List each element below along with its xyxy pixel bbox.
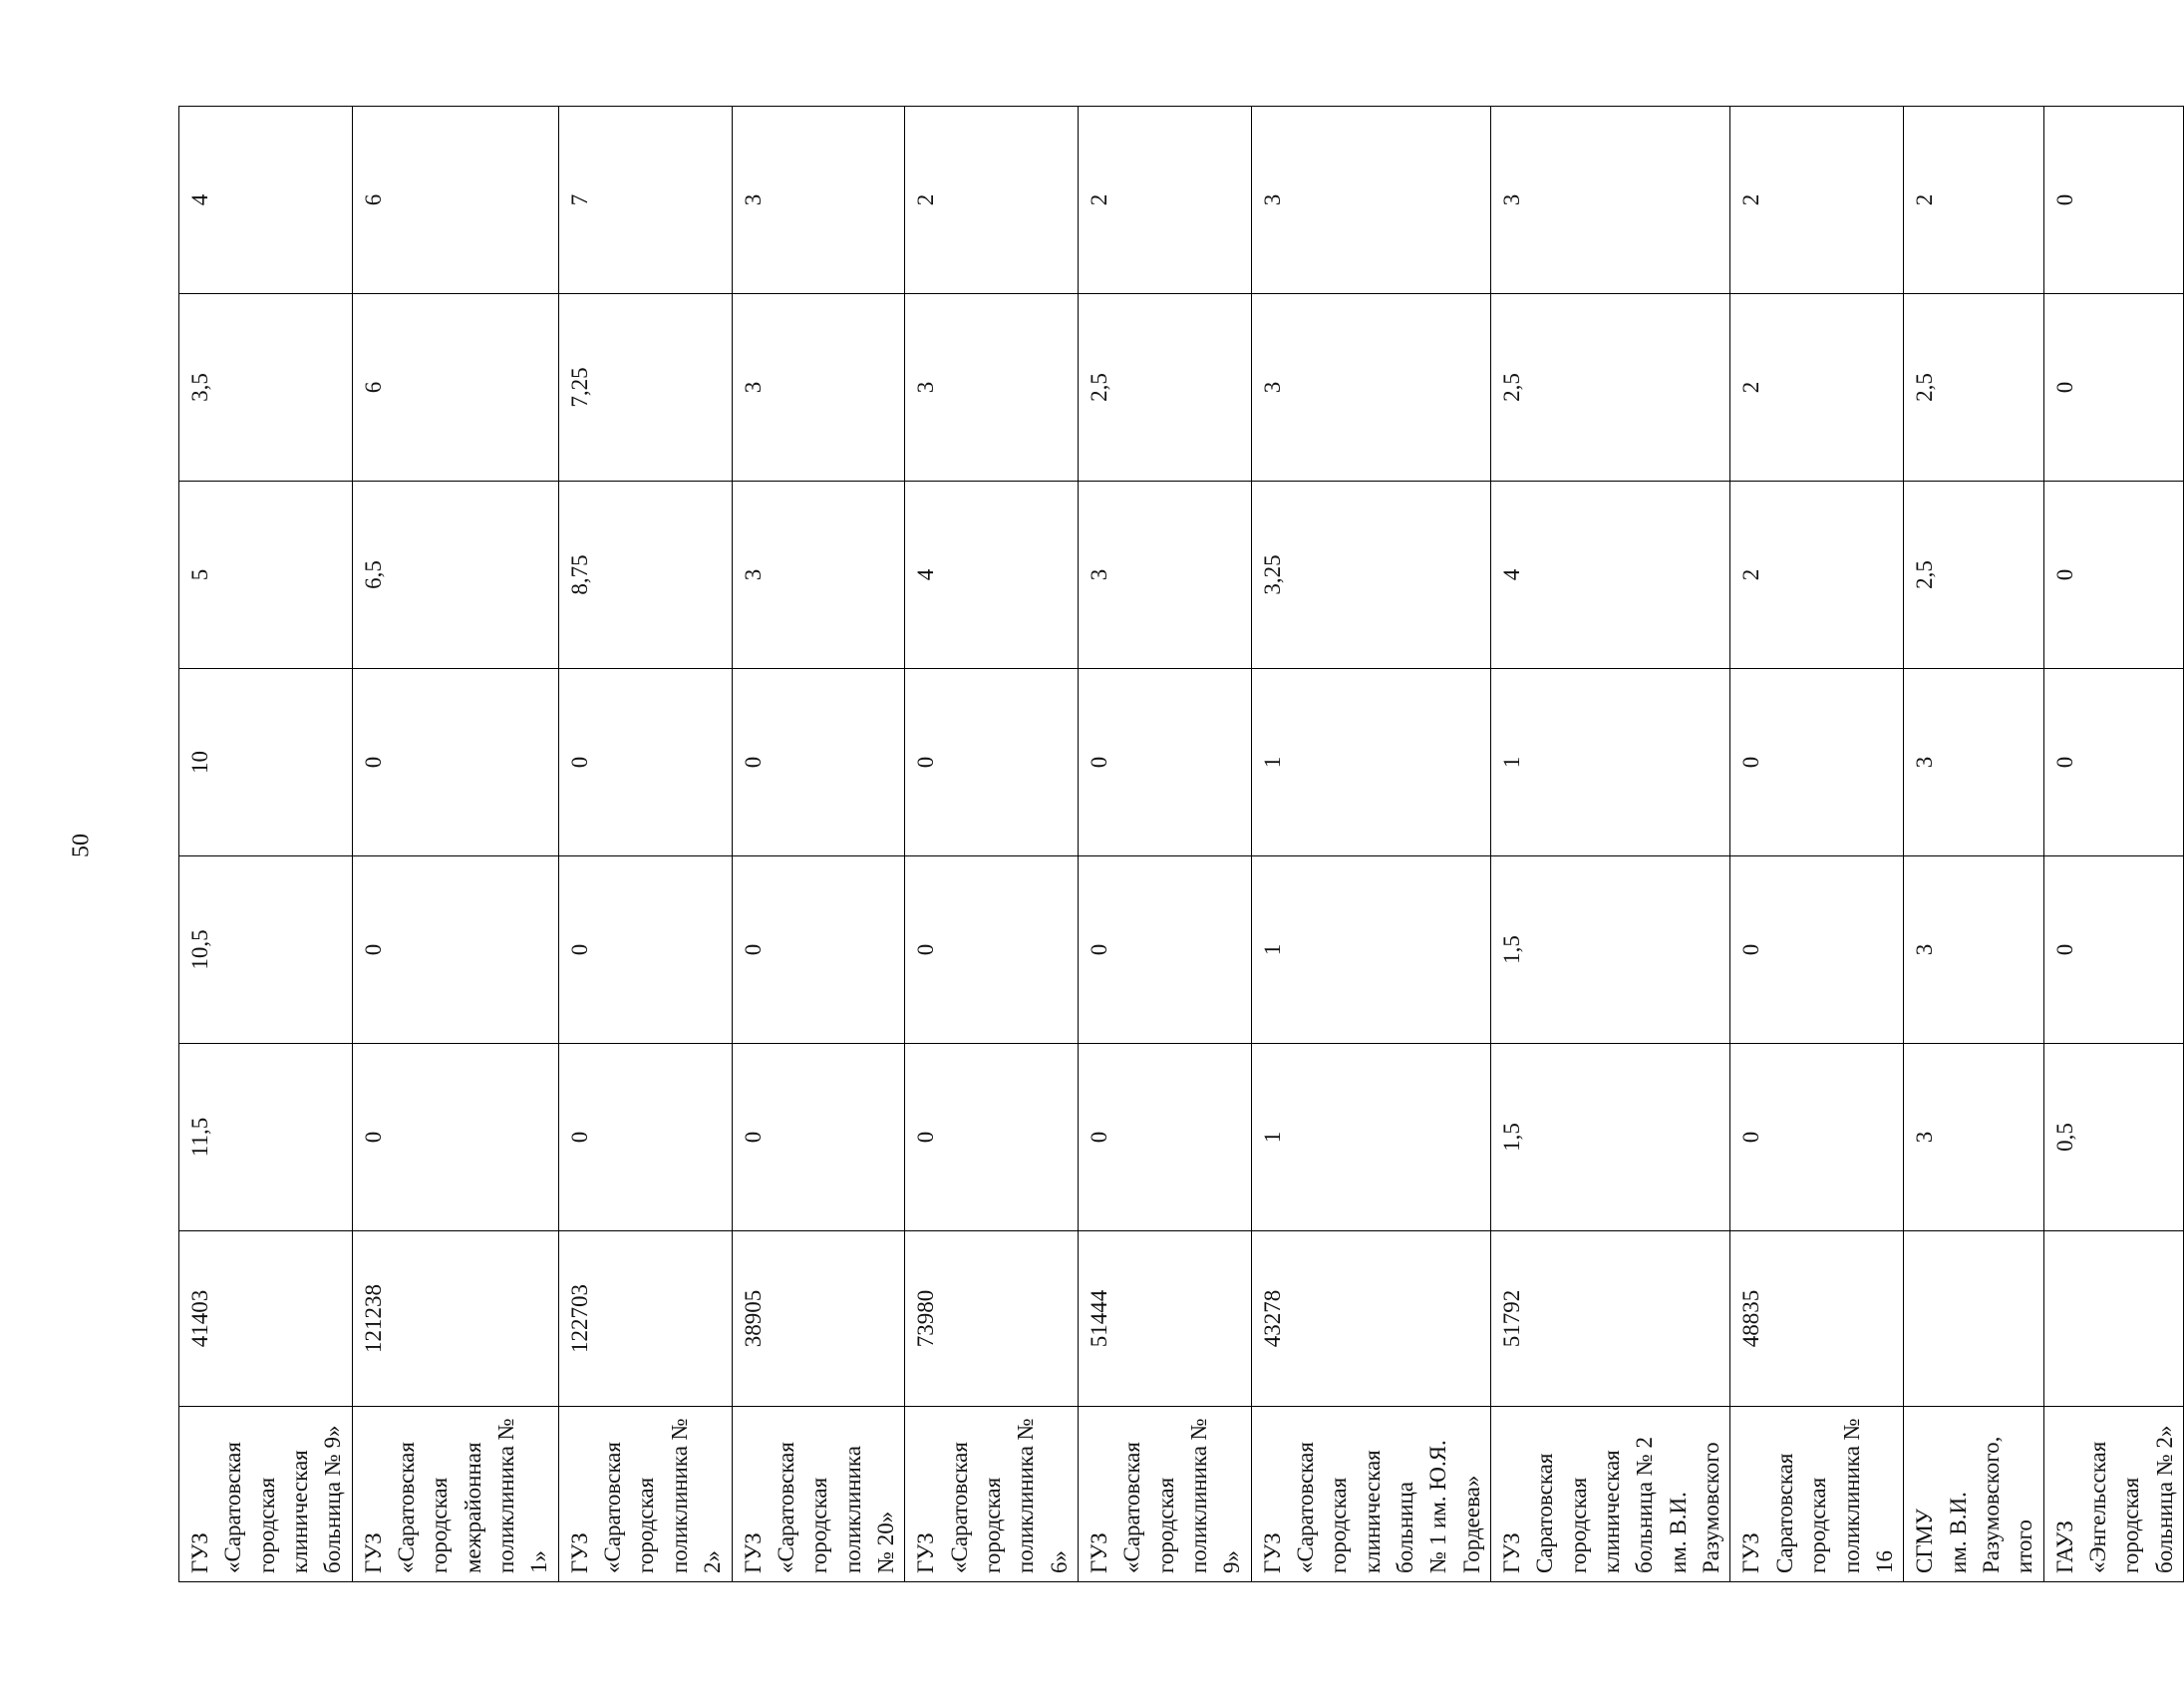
table-row xyxy=(558,107,732,1582)
data-table xyxy=(178,106,2184,1582)
value-cell: 0 xyxy=(558,1044,732,1231)
value-cell xyxy=(2043,1231,2183,1407)
value-cell: 3 xyxy=(1251,107,1490,294)
row-name-cell: ГУЗ «Саратовская городская поликлиника № 6» xyxy=(905,1407,1079,1582)
value-cell: 2,5 xyxy=(1904,294,2043,482)
value-cell: 3 xyxy=(905,294,1079,482)
value-cell: 3,5 xyxy=(179,294,353,482)
value-cell: 0 xyxy=(558,669,732,856)
row-name-cell: ГУЗ «Саратовская городская клиническая больница № 1 им. Ю.Я. Гордеева» xyxy=(1251,1407,1490,1582)
value-cell: 2,5 xyxy=(1078,294,1251,482)
value-cell: 6 xyxy=(352,294,558,482)
page-number: 50 xyxy=(68,834,95,857)
value-cell: 0 xyxy=(2043,856,2183,1044)
value-cell: 7,25 xyxy=(558,294,732,482)
value-cell: 10,5 xyxy=(179,856,353,1044)
value-cell xyxy=(1904,1231,2043,1407)
value-cell: 121238 xyxy=(352,1231,558,1407)
value-cell: 4 xyxy=(905,482,1079,669)
value-cell: 0 xyxy=(352,1044,558,1231)
value-cell: 1 xyxy=(1251,1044,1490,1231)
row-name-cell: ГУЗ Саратовская городская клиническая больница № 2 им. В.И. Разумовского xyxy=(1491,1407,1730,1582)
value-cell: 51444 xyxy=(1078,1231,1251,1407)
value-cell: 3 xyxy=(732,482,905,669)
value-cell: 3,25 xyxy=(1251,482,1490,669)
value-cell: 2 xyxy=(905,107,1079,294)
table-row xyxy=(352,107,558,1582)
value-cell: 1,5 xyxy=(1491,1044,1730,1231)
value-cell: 0,5 xyxy=(2043,1044,2183,1231)
value-cell: 2 xyxy=(1078,107,1251,294)
table-row xyxy=(2043,107,2183,1582)
value-cell: 122703 xyxy=(558,1231,732,1407)
value-cell: 1 xyxy=(1251,856,1490,1044)
row-name-cell: ГУЗ Саратовская городская поликлиника № 16 xyxy=(1730,1407,1904,1582)
value-cell: 2 xyxy=(1904,107,2043,294)
value-cell: 1 xyxy=(1251,669,1490,856)
value-cell: 73980 xyxy=(905,1231,1079,1407)
value-cell: 0 xyxy=(2043,107,2183,294)
row-name-cell: ГУЗ «Саратовская городская межрайонная поликлиника № 1» xyxy=(352,1407,558,1582)
value-cell: 3 xyxy=(1904,856,2043,1044)
value-cell: 3 xyxy=(732,107,905,294)
value-cell: 4 xyxy=(1491,482,1730,669)
value-cell: 1,5 xyxy=(1491,856,1730,1044)
value-cell: 6 xyxy=(352,107,558,294)
row-name-cell: ГУЗ «Саратовская городская поликлиника № 9» xyxy=(1078,1407,1251,1582)
value-cell: 0 xyxy=(905,669,1079,856)
value-cell: 0 xyxy=(732,669,905,856)
value-cell: 0 xyxy=(1730,669,1904,856)
table-row xyxy=(1904,107,2043,1582)
value-cell: 2,5 xyxy=(1491,294,1730,482)
value-cell: 6,5 xyxy=(352,482,558,669)
row-name-cell: ГУЗ «Саратовская городская клиническая больница № 9» xyxy=(179,1407,353,1582)
value-cell: 0 xyxy=(352,856,558,1044)
value-cell: 0 xyxy=(352,669,558,856)
value-cell: 0 xyxy=(732,1044,905,1231)
value-cell: 3 xyxy=(732,294,905,482)
row-name-cell: ГУЗ «Саратовская городская поликлиника № 2» xyxy=(558,1407,732,1582)
table-row xyxy=(905,107,1079,1582)
value-cell: 38905 xyxy=(732,1231,905,1407)
value-cell: 0 xyxy=(1730,1044,1904,1231)
value-cell: 7 xyxy=(558,107,732,294)
value-cell: 0 xyxy=(2043,294,2183,482)
value-cell: 51792 xyxy=(1491,1231,1730,1407)
value-cell: 0 xyxy=(1078,669,1251,856)
row-name-cell: ГУЗ «Саратовская городская поликлиника № 20» xyxy=(732,1407,905,1582)
row-name-cell: ГАУЗ «Энгельсская городская больница № 2» xyxy=(2043,1407,2183,1582)
value-cell: 0 xyxy=(732,856,905,1044)
value-cell: 2 xyxy=(1730,107,1904,294)
value-cell: 41403 xyxy=(179,1231,353,1407)
value-cell: 0 xyxy=(2043,482,2183,669)
value-cell: 0 xyxy=(1078,1044,1251,1231)
value-cell: 0 xyxy=(1078,856,1251,1044)
value-cell: 48835 xyxy=(1730,1231,1904,1407)
value-cell: 4 xyxy=(179,107,353,294)
rotated-table-stage xyxy=(178,107,2177,1582)
value-cell: 3 xyxy=(1251,294,1490,482)
value-cell: 8,75 xyxy=(558,482,732,669)
table-row xyxy=(1078,107,1251,1582)
value-cell: 43278 xyxy=(1251,1231,1490,1407)
row-name-cell: СГМУ им. В.И. Разумовского, итого xyxy=(1904,1407,2043,1582)
value-cell: 3 xyxy=(1904,1044,2043,1231)
value-cell: 0 xyxy=(1730,856,1904,1044)
value-cell: 0 xyxy=(905,856,1079,1044)
table-row xyxy=(179,107,353,1582)
value-cell: 2 xyxy=(1730,482,1904,669)
table-row xyxy=(732,107,905,1582)
value-cell: 3 xyxy=(1904,669,2043,856)
value-cell: 0 xyxy=(558,856,732,1044)
table-row xyxy=(1251,107,1490,1582)
value-cell: 3 xyxy=(1491,107,1730,294)
value-cell: 0 xyxy=(2043,669,2183,856)
value-cell: 2,5 xyxy=(1904,482,2043,669)
value-cell: 0 xyxy=(905,1044,1079,1231)
value-cell: 2 xyxy=(1730,294,1904,482)
value-cell: 5 xyxy=(179,482,353,669)
value-cell: 11,5 xyxy=(179,1044,353,1231)
value-cell: 10 xyxy=(179,669,353,856)
table-row xyxy=(1491,107,1730,1582)
value-cell: 3 xyxy=(1078,482,1251,669)
value-cell: 1 xyxy=(1491,669,1730,856)
table-row xyxy=(1730,107,1904,1582)
